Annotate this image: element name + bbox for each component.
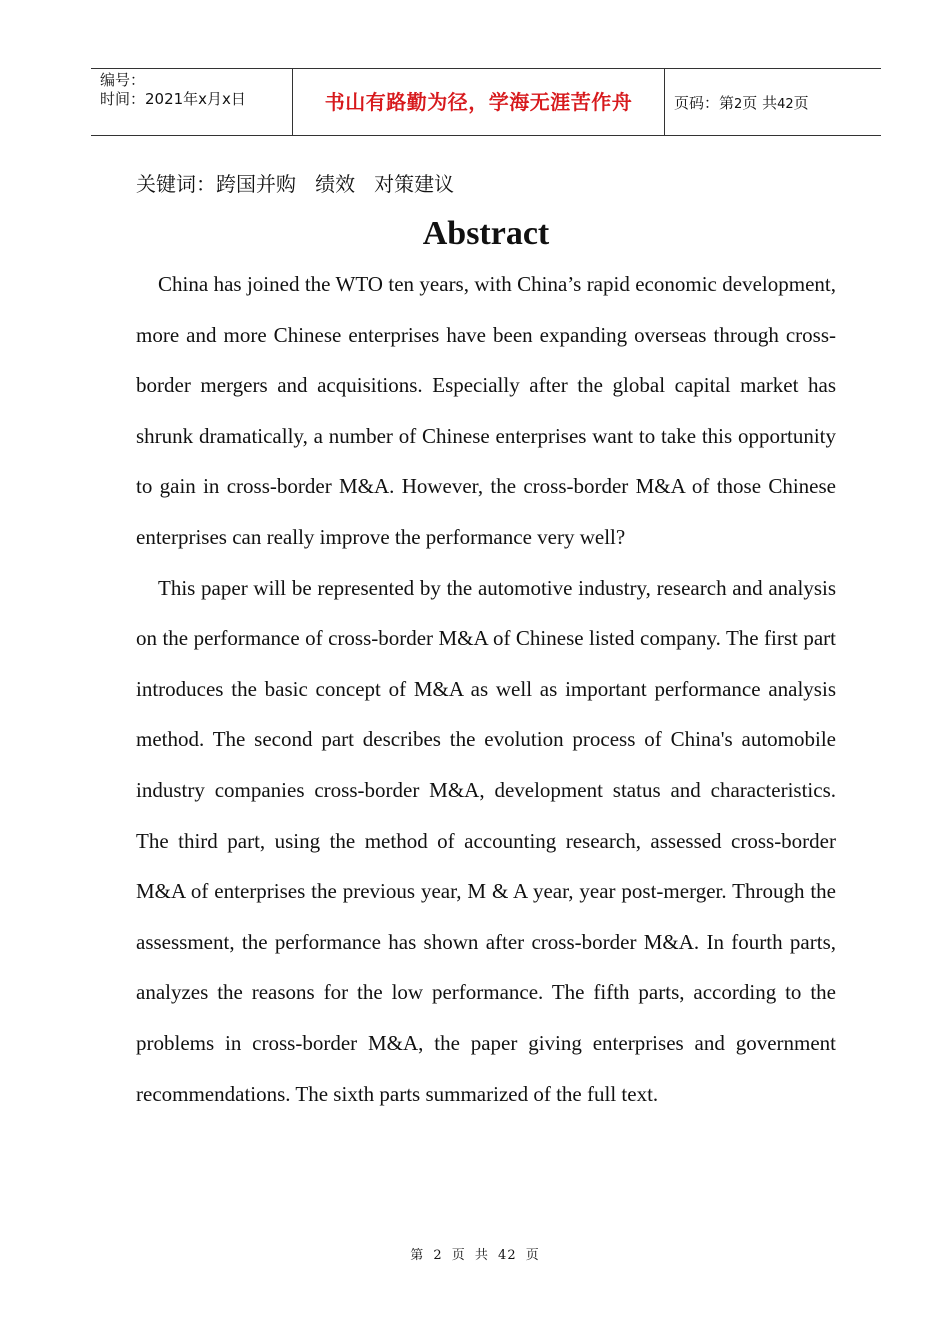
abstract-body [136, 259, 836, 1119]
abstract-paragraph: This paper will be represented by the automotive industry, research and analysis on the performance of cross-border M&A of Chinese listed company. The first part introduces the basic concept of M&A as well as important performance analysis method. The second part describes the evolution process of China's automobile industry companies cross-border M&A, development status and characteristics. The third part, using the method of accounting research, assessed cross-border M&A of enterprises the previous year, M & A year, year post-merger. Through the assessment, the performance has shown after cross-border M&A. In fourth parts, analyzes the reasons for the low performance. The fifth parts, according to the problems in cross-border M&A, the paper giving enterprises and government recommendations. The sixth parts summarized of the full text. [136, 575, 836, 1106]
document-time-label: 时间：2021年x月x日 [100, 90, 246, 108]
header-page-info [674, 93, 809, 115]
header-motto: 书山有路勤为径，学海无涯苦作舟 [324, 90, 633, 114]
header-page-cell [665, 69, 881, 135]
keywords-line: 关键词：跨国并购 绩效 对策建议 [136, 172, 455, 196]
abstract-paragraph: China has joined the WTO ten years, with China’s rapid economic development, more and more Chinese enterprises have been expanding overseas through cross-border mergers and acquisitions. Especially after the global capital market has shrunk dramatically, a number of Chinese enterprises want to take this opportunity to gain in cross-border M&A. However, the cross-border M&A of those Chinese enterprises can really improve the performance very well? [136, 272, 836, 549]
header-meta-cell [91, 69, 292, 135]
abstract-title: Abstract [422, 215, 550, 252]
page-mid: 页 共 [742, 94, 778, 112]
page-prefix: 页码：第 [674, 94, 735, 112]
page-suffix: 页 [793, 94, 809, 112]
page-footer: 第 2 页 共 42 页 [410, 1248, 540, 1263]
page-header [91, 68, 881, 136]
header-motto-cell [292, 69, 665, 135]
page-total-number: 42 [777, 97, 794, 112]
document-number-label: 编号： [100, 71, 146, 89]
page-current-number: 2 [734, 97, 743, 112]
